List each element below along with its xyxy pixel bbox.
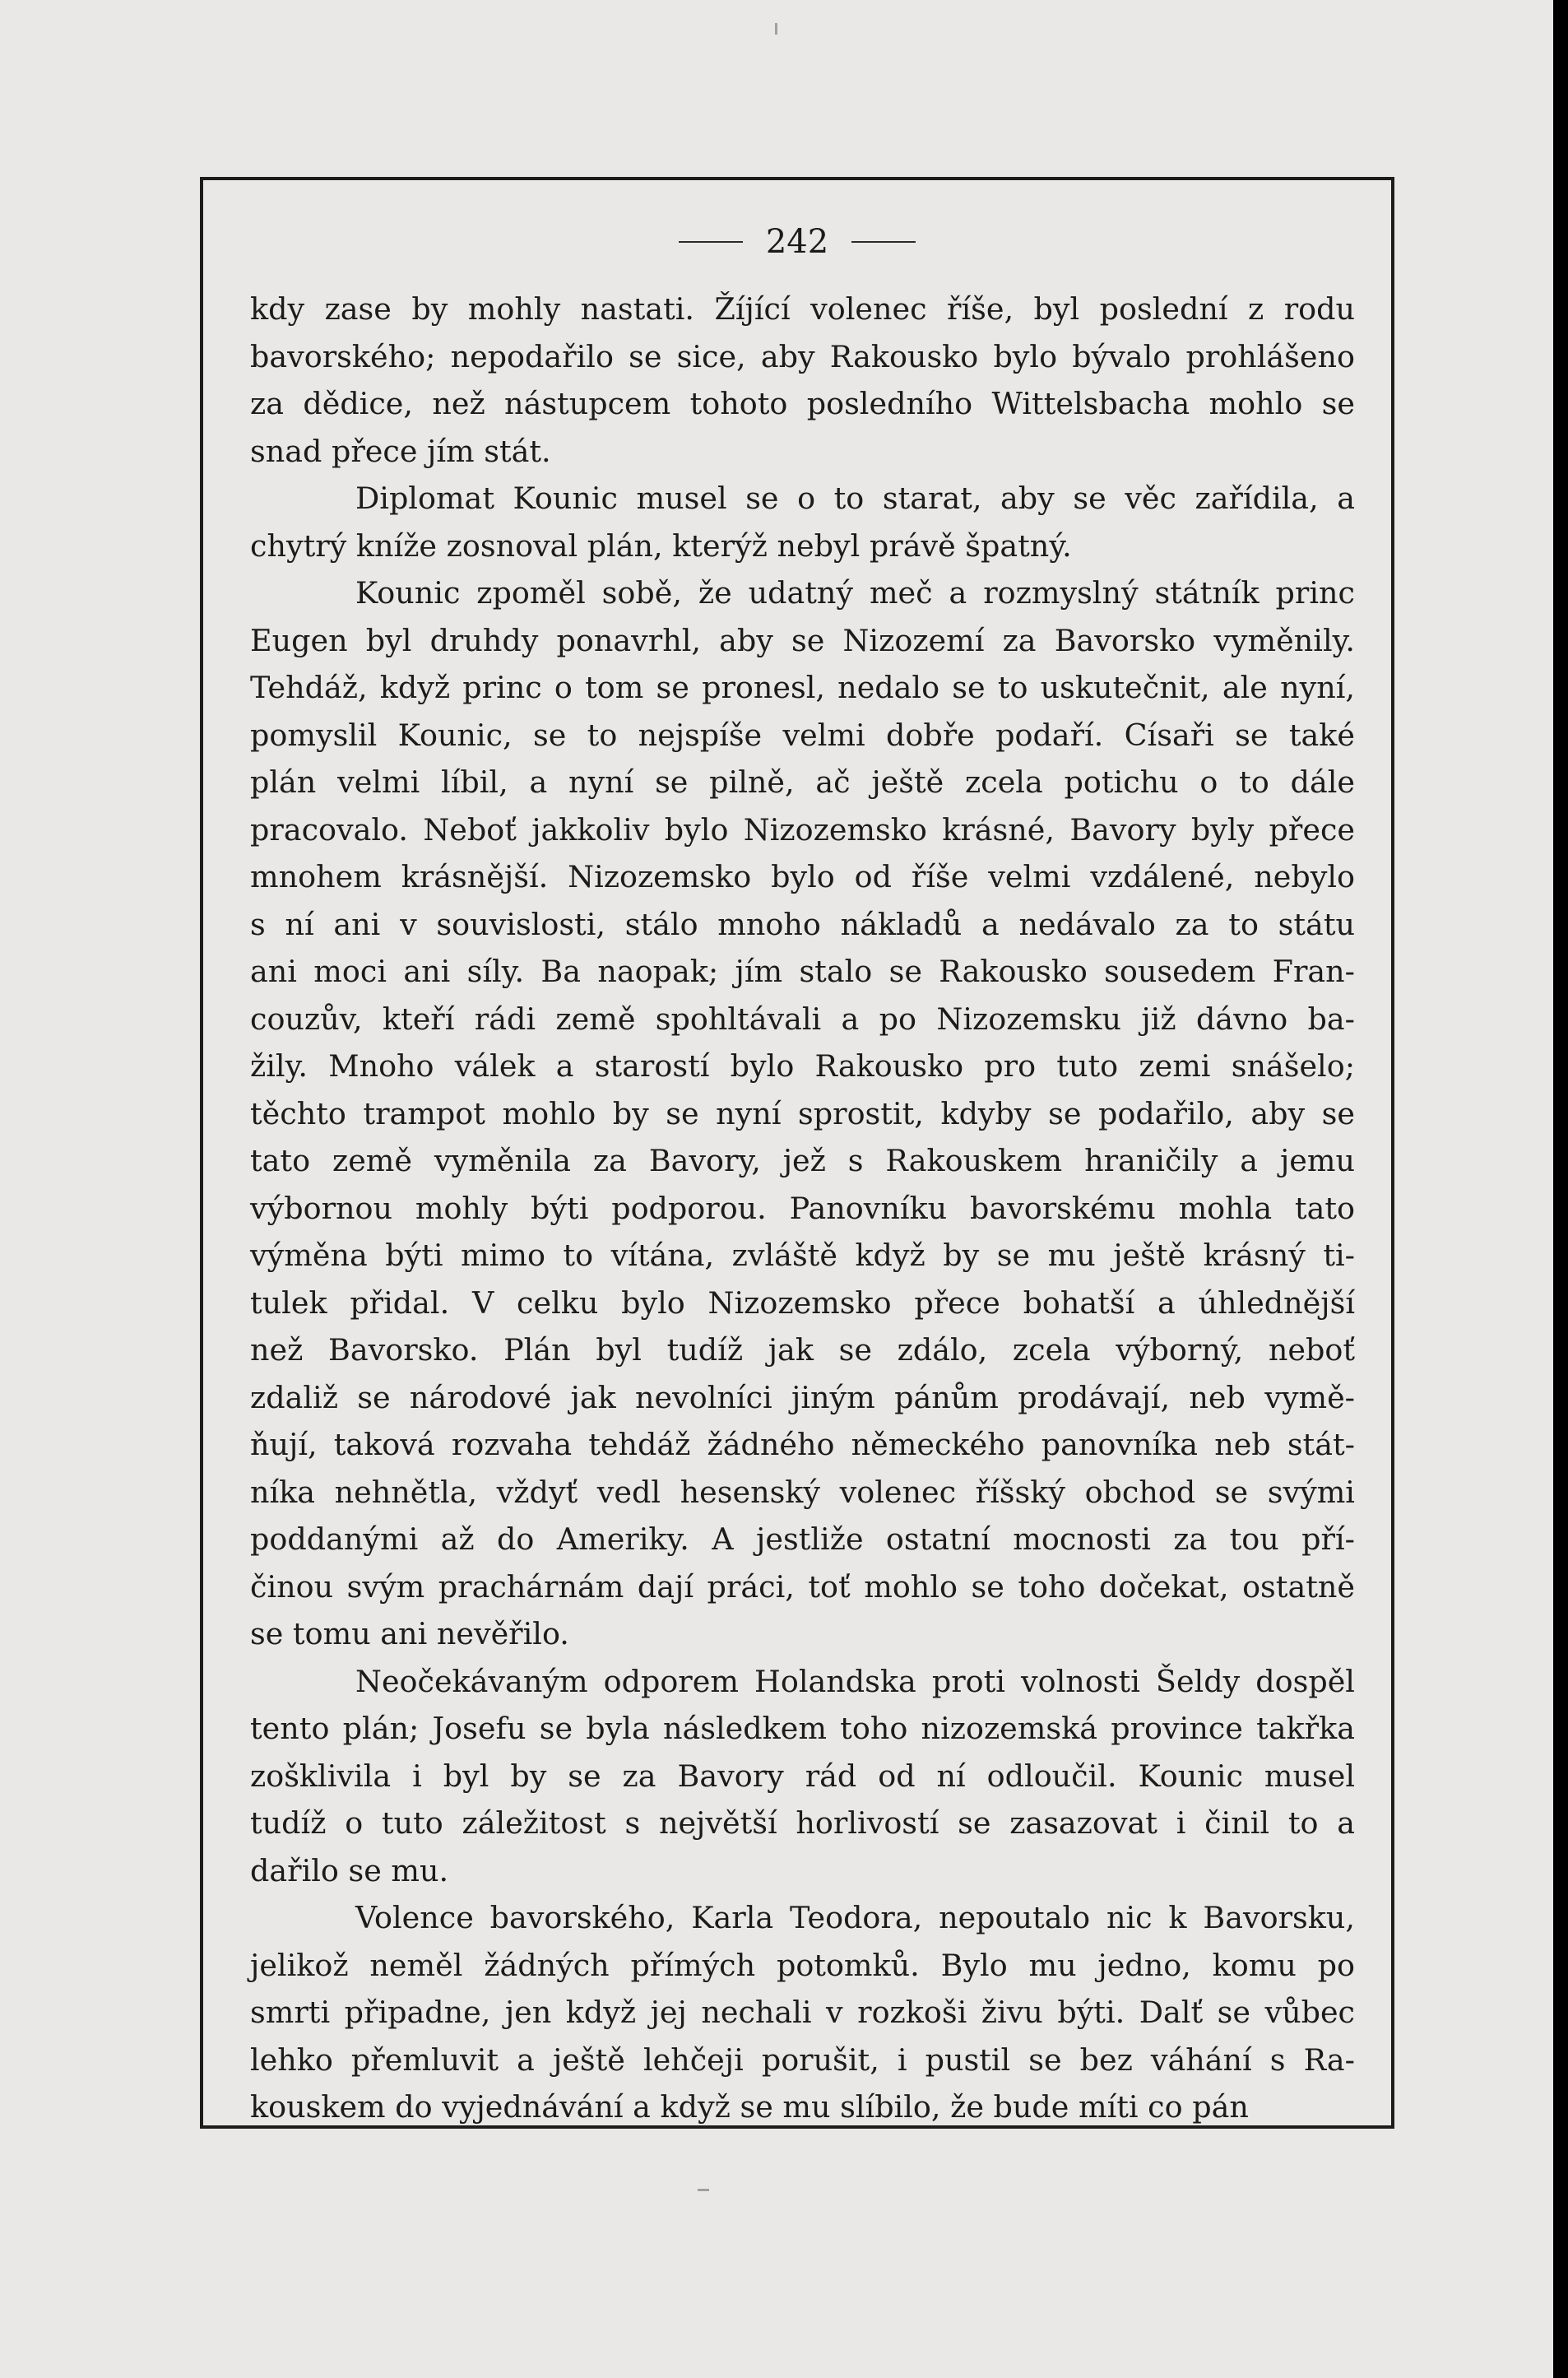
text-line: Diplomat Kounic musel se o to starat, aby se věc zařídila, a [355, 481, 1355, 516]
text-line: ňují, taková rozvaha tehdáž žádného německého panovníka neb stát- [250, 1427, 1355, 1462]
text-line: pracovalo. Neboť jakkoliv bylo Nizozemsko krásné, Bavory byly přece [250, 811, 1355, 848]
text-line: žily. Mnoho válek a starostí bylo Rakousko pro tuto zemi snášelo; [250, 1048, 1355, 1084]
text-line: Eugen byl druhdy ponavrhl, aby se Nizozemí za Bavorsko vyměnily. [250, 622, 1355, 658]
text-line: kdy zase by mohly nastati. Žíjící volenec říše, byl poslední z rodu [250, 291, 1355, 327]
text-line: poddanými až do Ameriky. A jestliže ostatní mocnosti za tou pří- [250, 1521, 1355, 1557]
text-line: výměna býti mimo to vítána, zvláště když by se mu ještě krásný ti- [250, 1238, 1355, 1273]
text-line: plán velmi líbil, a nyní se pilně, ač ještě zcela potichu o to dále [250, 764, 1355, 800]
text-line: tudíž o tuto záležitost s největší horlivostí se zasazovat i činil to a [250, 1805, 1355, 1841]
text-line: činou svým prachárnám dají práci, toť mohlo se toho dočekat, ostatně [250, 1568, 1355, 1605]
scan-mark [698, 2189, 709, 2191]
paragraph [250, 286, 1355, 475]
text-line: zošklivila i byl by se za Bavory rád od ní odloučil. Kounic musel [250, 1758, 1355, 1794]
text-line: výbornou mohly býti podporou. Panovníku bavorskému mohla tato [250, 1190, 1355, 1226]
paragraph [250, 475, 1355, 569]
paragraph [250, 569, 1355, 1658]
text-line: kouskem do vyjednávání a když se mu slíbilo, že bude míti co pán [250, 2089, 1249, 2125]
body-text [250, 286, 1355, 2131]
scan-mark [775, 23, 777, 35]
text-line: bavorského; nepodařilo se sice, aby Rakousko bylo bývalo prohlášeno [250, 338, 1355, 374]
text-line: Tehdáž, když princ o tom se pronesl, nedalo se to uskutečnit, ale nyní, [250, 670, 1355, 705]
text-line: couzův, kteří rádi země spohltávali a po Nizozemsku již dávno ba- [250, 1001, 1355, 1037]
text-line: tato země vyměnila za Bavory, jež s Rakouskem hraničily a jemu [250, 1143, 1355, 1178]
text-line: dařilo se mu. [250, 1852, 449, 1888]
text-line: těchto trampot mohlo by se nyní sprostit, kdyby se podařilo, aby se [250, 1095, 1355, 1131]
header-rule-right [851, 241, 916, 243]
text-line: snad přece jím stát. [250, 433, 551, 469]
text-line: Kounic zpoměl sobě, že udatný meč a rozmyslný státník princ [355, 575, 1355, 611]
text-line: smrti připadne, jen když jej nechali v rozkoši živu býti. Dalť se vůbec [250, 1995, 1355, 2030]
text-line: tento plán; Josefu se byla následkem toho nizozemská province takřka [250, 1711, 1355, 1746]
header-rule-left [679, 241, 743, 243]
text-line: pomyslil Kounic, se to nejspíše velmi dobře podaří. Císaři se také [250, 717, 1355, 753]
text-line: mnohem krásnější. Nizozemsko bylo od říše velmi vzdálené, nebylo [250, 859, 1355, 894]
paragraph [250, 1894, 1355, 2131]
paragraph [250, 1658, 1355, 1895]
page-header [203, 223, 1391, 261]
text-line: se tomu ani nevěřilo. [250, 1616, 569, 1651]
text-line: za dědice, než nástupcem tohoto posledního Wittelsbacha mohlo se [250, 386, 1355, 421]
text-line: níka nehnětla, vždyť vedl hesenský volenec říšský obchod se svými [250, 1474, 1355, 1510]
text-line: s ní ani v souvislosti, stálo mnoho nákladů a nedávalo za to státu [250, 906, 1355, 942]
text-line: tulek přidal. V celku bylo Nizozemsko přece bohatší a úhlednější [250, 1284, 1355, 1321]
text-line: chytrý kníže zosnoval plán, kterýž nebyl právě špatný. [250, 527, 1072, 564]
page-frame [200, 177, 1394, 2129]
text-line: než Bavorsko. Plán byl tudíž jak se zdálo, zcela výborný, neboť [250, 1332, 1355, 1368]
text-line: lehko přemluvit a ještě lehčeji porušit, i pustil se bez váhání s Ra- [250, 2041, 1355, 2078]
page-number: 242 [765, 223, 829, 261]
text-line: jelikož neměl žádných přímých potomků. Bylo mu jedno, komu po [250, 1947, 1355, 1983]
text-line: ani moci ani síly. Ba naopak; jím stalo se Rakousko sousedem Fran- [250, 954, 1355, 989]
text-line: Neočekávaným odporem Holandska proti volnosti Šeldy dospěl [355, 1663, 1355, 1699]
text-line: zdaliž se národové jak nevolníci jiným pánům prodávají, neb vymě- [250, 1379, 1355, 1415]
text-line: Volence bavorského, Karla Teodora, nepoutalo nic k Bavorsku, [355, 1900, 1355, 1935]
